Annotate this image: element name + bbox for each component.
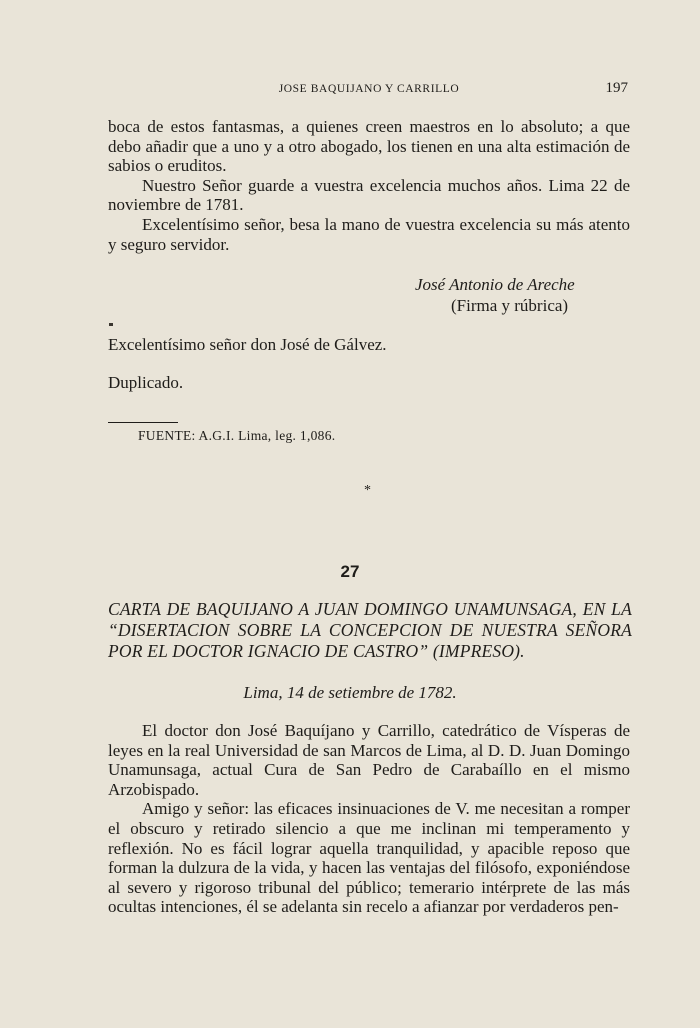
ink-mark <box>109 323 113 326</box>
paragraph-blessing: Nuestro Señor guarde a vuestra excelencia muchos años. Lima 22 de noviembre de 1781. <box>108 175 630 215</box>
document-place-date: Lima, 14 de setiembre de 1782. <box>243 683 457 702</box>
letter-closing-text <box>108 117 630 254</box>
section-separator-star: * <box>364 483 371 498</box>
signature-block <box>415 274 575 316</box>
paragraph-intro: El doctor don José Baquíjano y Carrillo, catedrático de Vísperas de leyes en la real Universidad de san Marcos de Lima, al D. D. Juan Domingo Unamunsaga, actual Cura de San Pedro de Carabaíllo en el mismo Arzobispado. <box>108 721 630 799</box>
running-head: JOSE BAQUIJANO Y CARRILLO <box>278 83 460 95</box>
signature-name: José Antonio de Areche <box>415 275 575 294</box>
source-citation: FUENTE: A.G.I. Lima, leg. 1,086. <box>138 428 336 443</box>
paragraph-salutation: Excelentísimo señor, besa la mano de vuestra excelencia su más atento y seguro servidor. <box>108 214 630 254</box>
addressee: Excelentísimo señor don José de Gálvez. <box>108 335 387 354</box>
paragraph-letter: Amigo y señor: las eficaces insinuaciones de V. me necesitan a romper el obscuro y retirado silencio a que me inclinan mi temperamento y reflexión. No es fácil lograr aquella tranquilidad, y apacible reposo que forman la dulzura de la vida, y hacen las ventajas del filósofo, exponiéndose al severo y rigoroso tribunal del público; temerario intérprete de las más ocultas intenciones, él se adelanta sin recelo a afianzar por verdaderos pen- <box>108 799 630 917</box>
signature-note: (Firma y rúbrica) <box>451 296 569 315</box>
document-number: 27 <box>340 562 360 581</box>
duplicate-note: Duplicado. <box>108 373 184 392</box>
page-header <box>108 80 630 100</box>
document-body <box>108 721 630 917</box>
document-title: CARTA DE BAQUIJANO A JUAN DOMINGO UNAMUNSAGA, EN LA “DISERTACION SOBRE LA CONCEPCION DE NUESTRA SEÑORA POR EL DOCTOR IGNACIO DE CASTRO” (IMPRESO). <box>108 599 632 661</box>
page-number: 197 <box>605 80 628 96</box>
footnote-rule <box>108 422 178 423</box>
paragraph-continuation: boca de estos fantasmas, a quienes creen maestros en lo absoluto; a que debo añadir que a uno y a otro abogado, los tienen en una alta estimación de sabios o eruditos. <box>108 117 630 176</box>
